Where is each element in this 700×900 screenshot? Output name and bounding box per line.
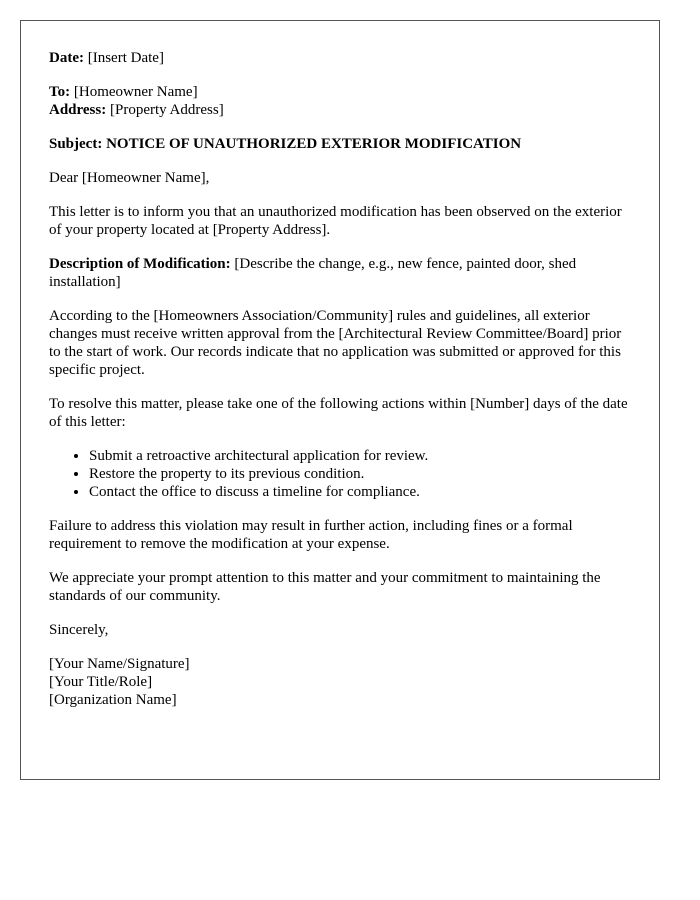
address-value: [Property Address] bbox=[106, 102, 224, 118]
to-line bbox=[49, 83, 631, 101]
appreciation-paragraph: We appreciate your prompt attention to this matter and your commitment to maintaining the standards of our community. bbox=[49, 570, 601, 604]
signature-title: [Your Title/Role] bbox=[49, 674, 153, 690]
signature-block bbox=[49, 655, 631, 709]
failure-paragraph: Failure to address this violation may result in further action, including fines or a formal requirement to remove the modification at your expense. bbox=[49, 518, 573, 552]
description-paragraph bbox=[49, 255, 631, 291]
rules-paragraph: According to the [Homeowners Association/Community] rules and guidelines, all exterior changes must receive written approval from the [Architectural Review Committee/Board] prior to the start of work. Our records indicate that no application was submitted or approved for this specific project. bbox=[49, 308, 622, 378]
date-value: [Insert Date] bbox=[83, 50, 164, 66]
resolve-paragraph: To resolve this matter, please take one of the following actions within [Number] days of the date of this letter: bbox=[49, 396, 628, 430]
action-item: • Restore the property to its previous condition. bbox=[89, 465, 631, 483]
subject-line bbox=[49, 135, 631, 153]
signature-org: [Organization Name] bbox=[49, 692, 177, 708]
letter-page bbox=[20, 20, 660, 780]
recipient-block bbox=[49, 83, 631, 119]
description-label: Description of Modification: bbox=[49, 256, 231, 272]
subject-label: Subject: bbox=[49, 136, 103, 152]
to-label: To: bbox=[49, 84, 71, 100]
signature-name: [Your Name/Signature] bbox=[49, 656, 190, 672]
address-label: Address: bbox=[49, 102, 107, 118]
intro-paragraph: This letter is to inform you that an unauthorized modification has been observed on the exterior of your property located at [Property Address]. bbox=[49, 204, 622, 238]
action-item: • Submit a retroactive architectural application for review. bbox=[89, 447, 631, 465]
date-line bbox=[49, 49, 631, 67]
address-line bbox=[49, 101, 631, 119]
to-value: [Homeowner Name] bbox=[70, 84, 198, 100]
subject-value: NOTICE OF UNAUTHORIZED EXTERIOR MODIFICATION bbox=[102, 136, 522, 152]
salutation: Dear [Homeowner Name], bbox=[49, 170, 210, 186]
action-item: • Contact the office to discuss a timeline for compliance. bbox=[89, 483, 631, 501]
closing: Sincerely, bbox=[49, 622, 109, 638]
actions-list bbox=[49, 447, 631, 501]
date-label: Date: bbox=[49, 50, 84, 66]
description-value: [Describe the change, e.g., new fence, painted door, shed installation] bbox=[49, 256, 577, 290]
